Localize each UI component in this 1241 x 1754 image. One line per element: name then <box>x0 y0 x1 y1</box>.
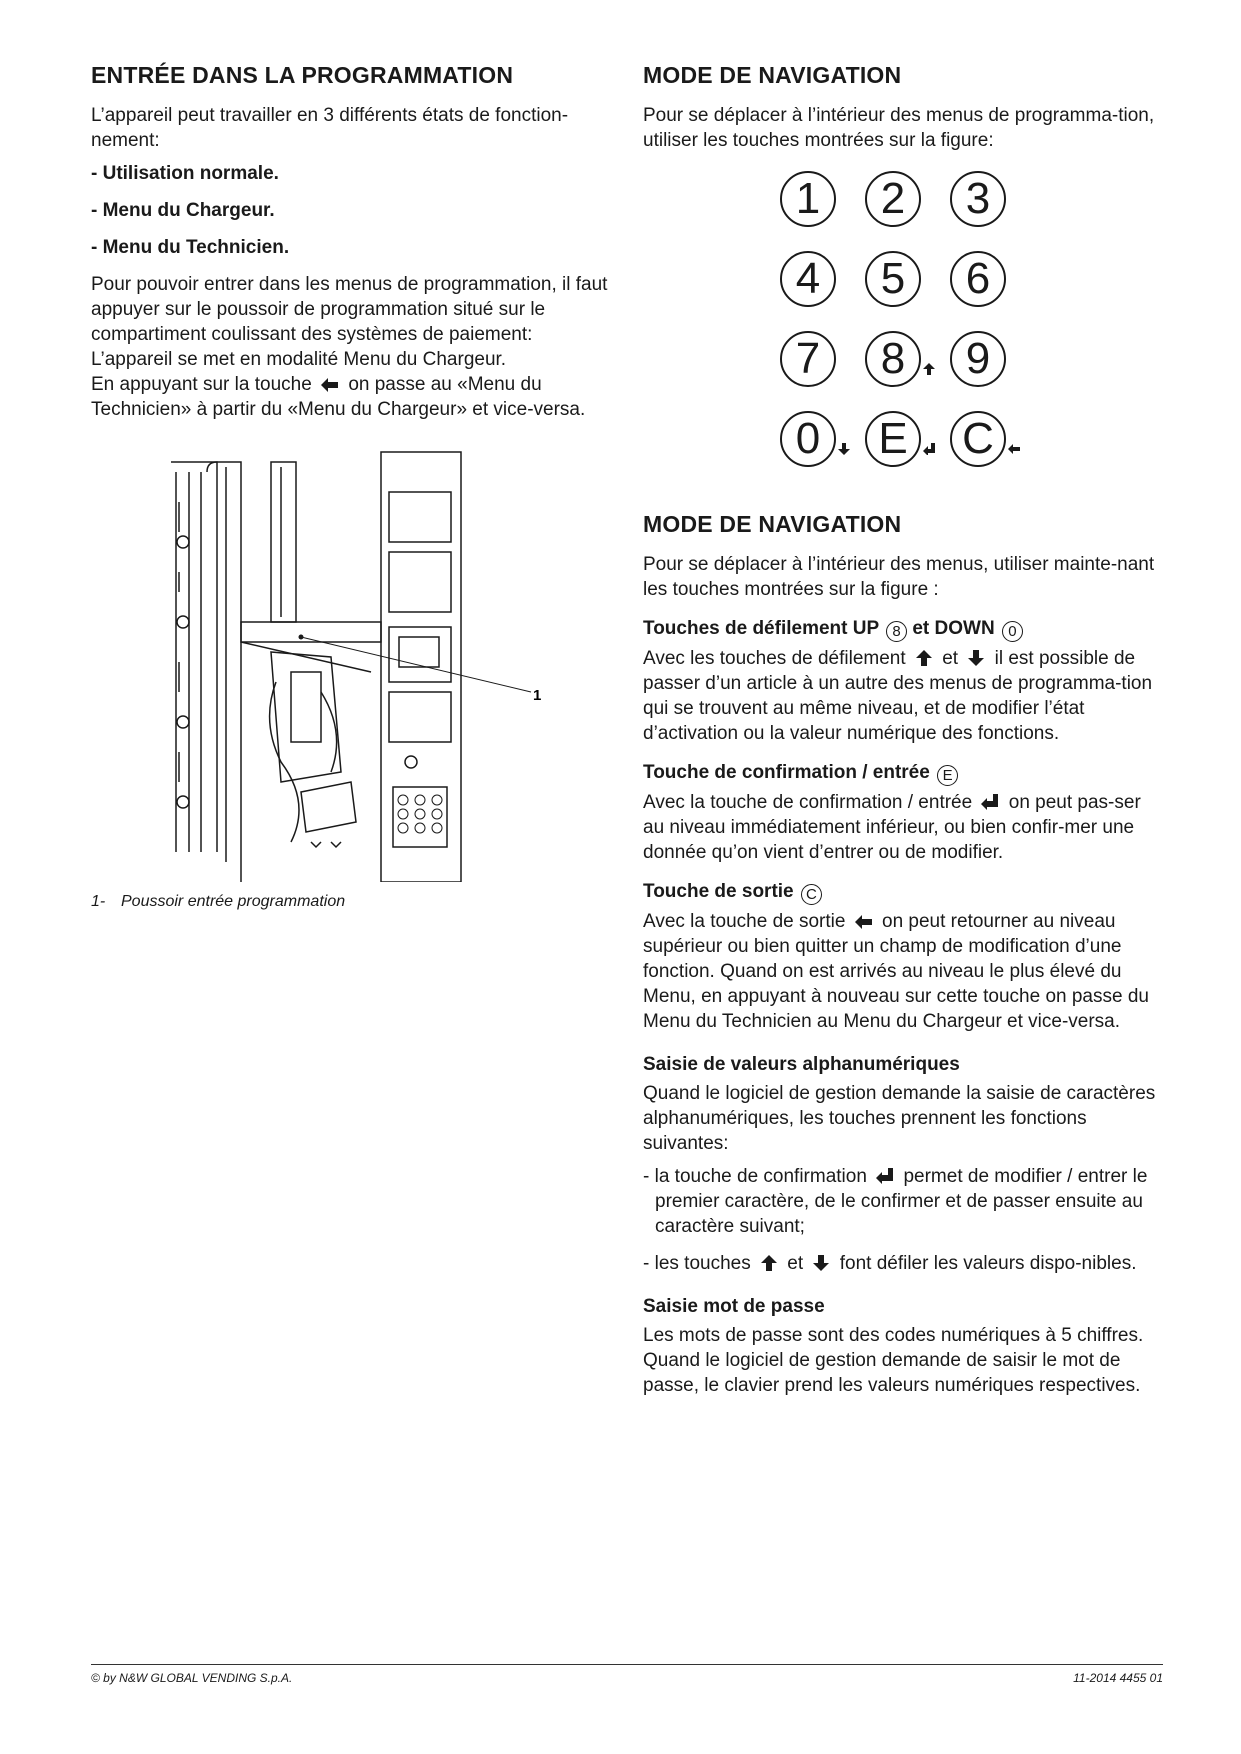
subheading-confirm-key: Touche de confirmation / entrée E <box>643 760 1163 786</box>
navigation-intro-1: Pour se déplacer à l’intérieur des menus de programma-tion, utiliser les touches montrées sur la figure: <box>643 105 1155 151</box>
inner-frame <box>241 462 381 847</box>
down-arrow-icon <box>811 1254 831 1272</box>
door-panel <box>171 462 241 882</box>
right-column <box>643 62 1163 1406</box>
left-column <box>91 62 611 911</box>
footer-copyright: © by N&W GLOBAL VENDING S.p.A. <box>91 1671 293 1685</box>
key-7: 7 <box>780 331 836 387</box>
section-heading-navigation-1: MODE DE NAVIGATION <box>643 62 902 88</box>
list-item-confirm: - la touche de confirmation permet de modifier / entrer le premier caractère, de le confirmer et de passer ensuite au caractère suivant; <box>643 1166 1148 1237</box>
key-c-circle: C <box>801 884 822 905</box>
programming-paragraph <box>91 272 611 422</box>
caption-number: 1- <box>91 893 106 910</box>
list-item-scroll: - les touches et font défiler les valeurs dispo-nibles. <box>643 1253 1137 1274</box>
key-1: 1 <box>780 171 836 227</box>
page-footer <box>91 1664 1163 1685</box>
key-e-circle: E <box>937 765 958 786</box>
enter-arrow-icon <box>980 793 1000 811</box>
key-9: 9 <box>950 331 1006 387</box>
figure-caption <box>91 893 611 911</box>
exit-key-text: Avec la touche de sortie on peut retourner au niveau supérieur ou bien quitter un champ de modification d’une fonction. Quand on est arrivés au niveau le plus élevé du Menu, en appuyant à nouveau sur cette touche on passe du Menu du Technicien au Menu du Chargeur et vice-versa. <box>643 911 1149 1032</box>
key-e: E <box>865 411 921 467</box>
alphanumeric-text: Quand le logiciel de gestion demande la saisie de caractères alphanumériques, les touches prennent les fonctions suivantes: <box>643 1083 1156 1154</box>
key-0: 0 <box>780 411 836 467</box>
up-arrow-icon <box>914 649 934 667</box>
key-8-circle: 8 <box>886 621 907 642</box>
subheading-scroll-keys: Touches de défilement UP 8 et DOWN 0 <box>643 616 1163 642</box>
key-8: 8 <box>865 331 921 387</box>
navigation-intro-2: Pour se déplacer à l’intérieur des menus, utiliser mainte-nant les touches montrées sur la figure : <box>643 554 1155 600</box>
footer-doc-code: 11-2014 4455 01 <box>1073 1671 1163 1685</box>
toggle-text-before: En appuyant sur la touche <box>91 374 312 395</box>
subheading-password: Saisie mot de passe <box>643 1296 825 1317</box>
exit-arrow-icon <box>854 912 874 930</box>
toggle-text-after: on passe au «Menu du Technicien» à partir du «Menu du Chargeur» et vice-versa. <box>91 374 586 420</box>
machine-figure <box>171 442 551 882</box>
mode-loader-menu: - Menu du Chargeur. <box>91 200 275 221</box>
confirm-key-text: Avec la touche de confirmation / entrée on peut pas-ser au niveau immédiatement inférieur, ou bien confir-mer une donnée qu’on vient d’entrer ou de modifier. <box>643 792 1141 863</box>
key-6: 6 <box>950 251 1006 307</box>
subheading-alphanumeric: Saisie de valeurs alphanumériques <box>643 1054 960 1075</box>
key-2: 2 <box>865 171 921 227</box>
enter-arrow-icon <box>923 443 935 455</box>
key-c: C <box>950 411 1006 467</box>
caption-text: Poussoir entrée programmation <box>121 893 346 910</box>
down-arrow-icon <box>966 649 986 667</box>
intro-text: L’appareil peut travailler en 3 différents états de fonction-nement: <box>91 105 569 151</box>
exit-arrow-icon <box>320 375 340 393</box>
mode-normal: - Utilisation normale. <box>91 163 279 184</box>
callout-label: 1 <box>533 687 542 704</box>
key-4: 4 <box>780 251 836 307</box>
key-5: 5 <box>865 251 921 307</box>
up-arrow-icon <box>923 363 935 375</box>
enter-arrow-icon <box>875 1167 895 1185</box>
scroll-keys-text: Avec les touches de défilement et il est possible de passer d’un article à un autre des menus de programma-tion qui se trouvent au même niveau, et de modifier l’état d’activation ou la valeur numérique des fonctions. <box>643 648 1153 744</box>
exit-arrow-icon <box>1008 443 1020 455</box>
key-0-circle: 0 <box>1002 621 1023 642</box>
section-heading-programming: ENTRÉE DANS LA PROGRAMMATION <box>91 62 514 88</box>
programming-text: Pour pouvoir entrer dans les menus de programmation, il faut appuyer sur le poussoir de programmation situé sur le compartiment coulissant des systèmes de paiement: L’appareil se met en modalité Menu du Chargeur. <box>91 274 608 370</box>
key-3: 3 <box>950 171 1006 227</box>
subheading-exit-key: Touche de sortie C <box>643 879 1163 905</box>
section-heading-navigation-2: MODE DE NAVIGATION <box>643 511 902 537</box>
keypad-diagram <box>780 171 1020 481</box>
password-text: Les mots de passe sont des codes numériques à 5 chiffres. Quand le logiciel de gestion demande de saisir le mot de passe, le clavier prend les valeurs numériques respectives. <box>643 1325 1144 1396</box>
payment-column <box>381 452 461 882</box>
up-arrow-icon <box>759 1254 779 1272</box>
mode-technician-menu: - Menu du Technicien. <box>91 237 290 258</box>
down-arrow-icon <box>838 443 850 455</box>
